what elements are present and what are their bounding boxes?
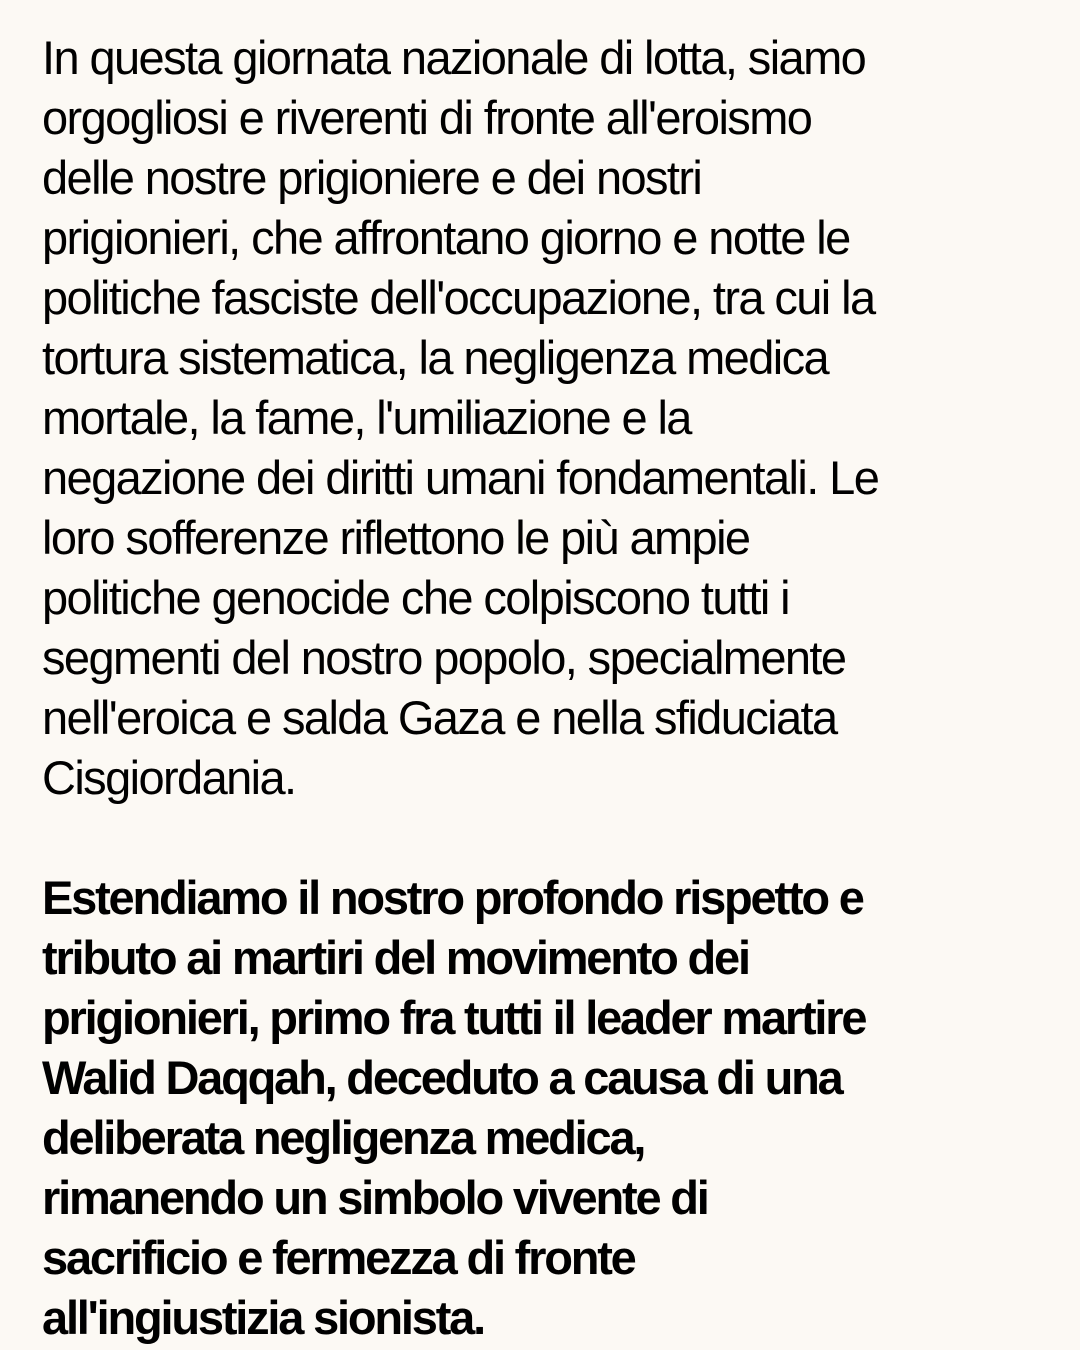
paragraph-line-bold: Estendiamo il nostro profondo rispetto e [42, 871, 863, 924]
paragraph-line-bold: tributo ai martiri del movimento dei [42, 931, 749, 984]
paragraph-line-bold: deliberata negligenza medica, [42, 1111, 645, 1164]
paragraph-line: mortale, la fame, l'umiliazione e la [42, 391, 691, 444]
paragraph-line: negazione dei diritti umani fondamentali. Le [42, 451, 879, 504]
paragraph-line: In questa giornata nazionale di lotta, siamo [42, 31, 866, 84]
paragraph-line: prigionieri, che affrontano giorno e notte le [42, 211, 850, 264]
paragraph-line-bold: all'ingiustizia sionista. [42, 1291, 484, 1344]
paragraph-line: segmenti del nostro popolo, specialmente [42, 631, 846, 684]
paragraph-line: loro sofferenze riflettono le più ampie [42, 511, 750, 564]
paragraph-line: delle nostre prigioniere e dei nostri [42, 151, 702, 204]
paragraph-line: nell'eroica e salda Gaza e nella sfiduciata [42, 691, 837, 744]
paragraph-line: Cisgiordania. [42, 751, 296, 804]
paragraph-regular [42, 28, 1044, 808]
paragraph-line-bold: prigionieri, primo fra tutti il leader martire [42, 991, 866, 1044]
paragraph-line-bold: Walid Daqqah, deceduto a causa di una [42, 1051, 842, 1104]
paragraph-line-bold: rimanendo un simbolo vivente di [42, 1171, 708, 1224]
paragraph-line-bold: sacrificio e fermezza di fronte [42, 1231, 635, 1284]
paragraph-line: tortura sistematica, la negligenza medica [42, 331, 829, 384]
paragraph-line: politiche genocide che colpiscono tutti i [42, 571, 789, 624]
paragraph-bold [42, 868, 1044, 1348]
paragraph-line: politiche fasciste dell'occupazione, tra cui la [42, 271, 875, 324]
paragraph-line: orgogliosi e riverenti di fronte all'eroismo [42, 91, 812, 144]
